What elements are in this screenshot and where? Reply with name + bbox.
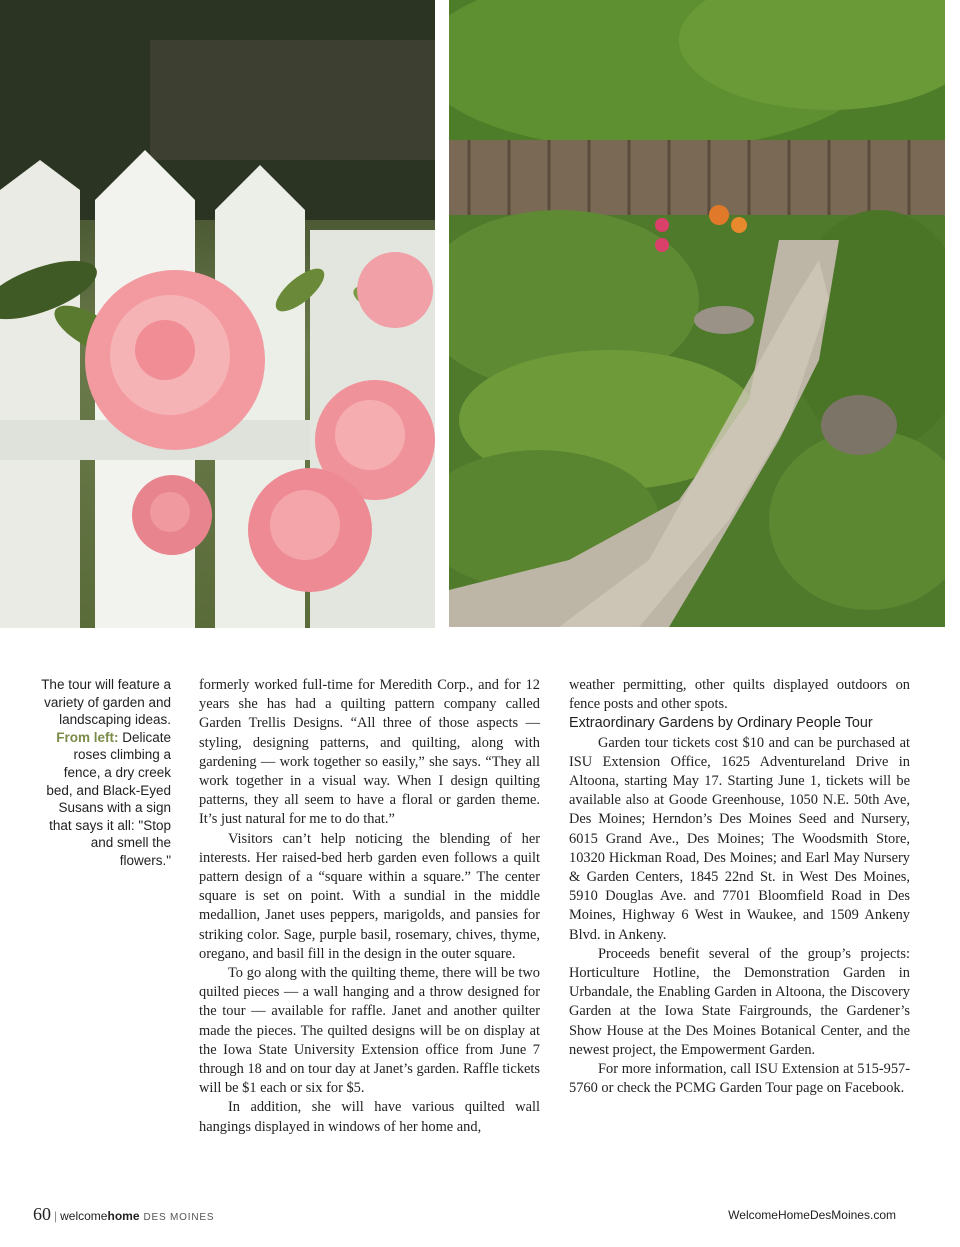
footer-separator: |: [54, 1209, 58, 1223]
page-number: 60: [33, 1204, 51, 1224]
page-footer-left: [33, 1204, 214, 1225]
brand-welcome: welcome: [60, 1209, 108, 1223]
paragraph: In addition, she will have various quilted wall hangings displayed in windows of her home and,: [199, 1099, 540, 1135]
article-column-2: [199, 676, 540, 1137]
paragraph: For more information, call ISU Extension at 515-957-5760 or check the PCMG Garden Tour page on Facebook.: [569, 1061, 910, 1097]
photo-dry-creek-bed: [449, 0, 945, 627]
paragraph: To go along with the quilting theme, there will be two quilted pieces — a wall hanging and a throw designed for the tour — available for raffle. Janet and another quilter made the pieces. The quilted designs will be on display at the Iowa State University Extension office from June 7 through 18 and on tour day at Janet’s garden. Raffle tickets will be $1 each or six for $5.: [199, 965, 540, 1097]
brand-home: home: [107, 1209, 140, 1223]
brand-des-moines: DES MOINES: [143, 1212, 215, 1223]
caption-lead: From left:: [56, 729, 119, 745]
section-subhead: Extraordinary Gardens by Ordinary People Tour: [569, 715, 873, 732]
caption-text-after: Delicate roses climbing a fence, a dry creek bed, and Black-Eyed Susans with a sign that says it all: "Stop and smell the flowers.": [46, 729, 171, 868]
footer-website: WelcomeHomeDesMoines.com: [728, 1208, 896, 1222]
photo-caption: [40, 676, 171, 870]
caption-text-before: The tour will feature a variety of garden and landscaping ideas.: [41, 677, 171, 728]
roses-illustration: [0, 0, 435, 628]
article-column-3: [569, 676, 910, 1098]
paragraph: Visitors can’t help noticing the blending of her interests. Her raised-bed herb garden even follows a quilt pattern design of a “square within a square.” The center square is set on point. With a sundial in the middle medallion, Janet uses peppers, marigolds, and pansies for striking color. Sage, purple basil, rosemary, chives, thyme, oregano, and basil fill in the design in the outer square.: [199, 830, 540, 962]
photo-roses-on-fence: [0, 0, 435, 628]
paragraph: formerly worked full-time for Meredith Corp., and for 12 years she has had a quilting pattern company called Garden Trellis Designs. “All three of those aspects — styling, designing patterns, and quilting, along with gardening — work together so easily,” she says. “They all work together in a visual way. When I design quilting patterns, they all seem to have a floral or garden theme. It’s just natural for me to do that.”: [199, 677, 540, 828]
paragraph: weather permitting, other quilts displayed outdoors on fence posts and other spots.: [569, 677, 910, 713]
paragraph: Proceeds benefit several of the group’s projects: Horticulture Hotline, the Demonstration Garden in Urbandale, the Enabling Garden in Altoona, the Discovery Garden at the Iowa State Fairgrounds, the Gardener’s Show House at the Des Moines Botanical Center, and the newest project, the Empowerment Garden.: [569, 945, 910, 1058]
garden-illustration: [449, 0, 945, 627]
paragraph: Garden tour tickets cost $10 and can be purchased at ISU Extension Office, 1625 Adventureland Drive in Altoona, starting May 17. Starting June 1, tickets will be available also at Goode Greenhouse, 1050 N.E. 50th Ave, Des Moines; Herndon’s Des Moines Seed and Nursery, 6015 Grand Ave., Des Moines; The Woodsmith Store, 10320 Hickman Road, Des Moines; and Earl May Nursery & Garden Centers, 1845 22nd St. in West Des Moines, 5910 Douglas Ave. and 7701 Bloomfield Road in Des Moines, Highway 6 West in Waukee, and 1509 Ankeny Blvd. in Ankeny.: [569, 734, 910, 943]
